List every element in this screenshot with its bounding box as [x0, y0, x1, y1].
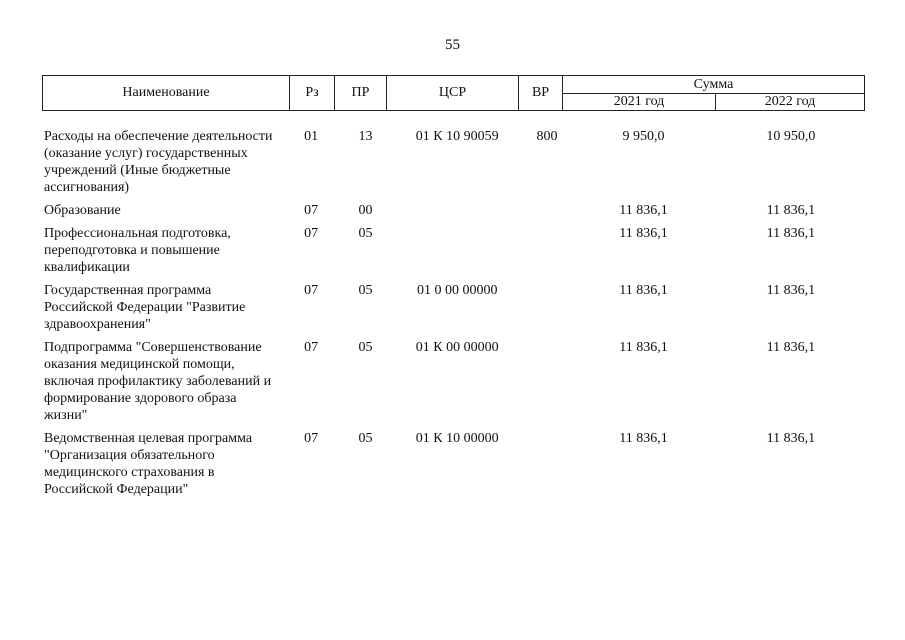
row-pr: 00 — [358, 203, 373, 218]
table-row — [44, 225, 864, 276]
row-csr — [390, 225, 525, 276]
row-rz: 07 — [304, 283, 319, 298]
row-2021: 9 950,0 — [622, 129, 665, 144]
row-pr: 05 — [358, 431, 373, 446]
row-vr — [525, 282, 570, 333]
row-name: Профессиональная подготовка, переподготовка и повышение квалификации — [44, 226, 231, 275]
table-row — [44, 128, 864, 196]
row-name: Ведомственная целевая программа "Организация обязательного медицинского страхования в Российской Федерации" — [44, 431, 253, 497]
row-vr — [525, 339, 570, 424]
header-rz: Рз — [290, 76, 335, 111]
row-vr — [525, 430, 570, 498]
row-csr — [390, 202, 525, 219]
row-2021: 11 836,1 — [619, 431, 668, 446]
header-name: Наименование — [43, 76, 290, 111]
row-rz: 07 — [304, 431, 319, 446]
row-pr: 05 — [358, 226, 373, 241]
row-rz: 01 — [304, 129, 319, 144]
header-2022: 2022 год — [716, 93, 865, 111]
page-number: 55 — [445, 37, 460, 53]
row-2022: 10 950,0 — [766, 129, 816, 144]
row-csr: 01 0 00 00000 — [416, 283, 498, 298]
row-vr — [525, 202, 570, 219]
row-name: Расходы на обеспечение деятельности (оказание услуг) государственных учреждений (Иные бюджетные ассигнования) — [44, 129, 273, 195]
table-row — [44, 430, 864, 498]
row-2021: 11 836,1 — [619, 226, 668, 241]
row-2022: 11 836,1 — [766, 340, 816, 355]
row-2021: 11 836,1 — [619, 340, 668, 355]
row-name: Образование — [44, 203, 121, 218]
row-rz: 07 — [304, 203, 319, 218]
row-2022: 11 836,1 — [766, 283, 816, 298]
row-vr: 800 — [536, 129, 558, 144]
row-2022: 11 836,1 — [766, 431, 816, 446]
row-2021: 11 836,1 — [619, 283, 668, 298]
row-name: Государственная программа Российской Федерации "Развитие здравоохранения" — [44, 283, 246, 332]
row-2022: 11 836,1 — [766, 203, 816, 218]
table-row — [44, 202, 864, 219]
row-csr: 01 К 10 90059 — [415, 129, 499, 144]
row-rz: 07 — [304, 340, 319, 355]
table-row — [44, 339, 864, 424]
header-2021: 2021 год — [563, 93, 716, 111]
row-csr: 01 К 10 00000 — [415, 431, 499, 446]
row-vr — [525, 225, 570, 276]
row-pr: 05 — [358, 283, 373, 298]
row-pr: 05 — [358, 340, 373, 355]
row-rz: 07 — [304, 226, 319, 241]
header-pr: ПР — [335, 76, 387, 111]
row-csr: 01 К 00 00000 — [415, 340, 499, 355]
row-name: Подпрограмма "Совершенствование оказания медицинской помощи, включая профилактику заболеваний и формирование здорового образа жизни" — [44, 340, 272, 423]
table-body — [44, 128, 864, 504]
row-pr: 13 — [358, 129, 373, 144]
header-sum: Сумма — [563, 76, 865, 94]
header-csr: ЦСР — [387, 76, 519, 111]
table-row — [44, 282, 864, 333]
header-vr: ВР — [519, 76, 563, 111]
row-2021: 11 836,1 — [619, 203, 668, 218]
row-2022: 11 836,1 — [766, 226, 816, 241]
table-header — [42, 75, 865, 111]
